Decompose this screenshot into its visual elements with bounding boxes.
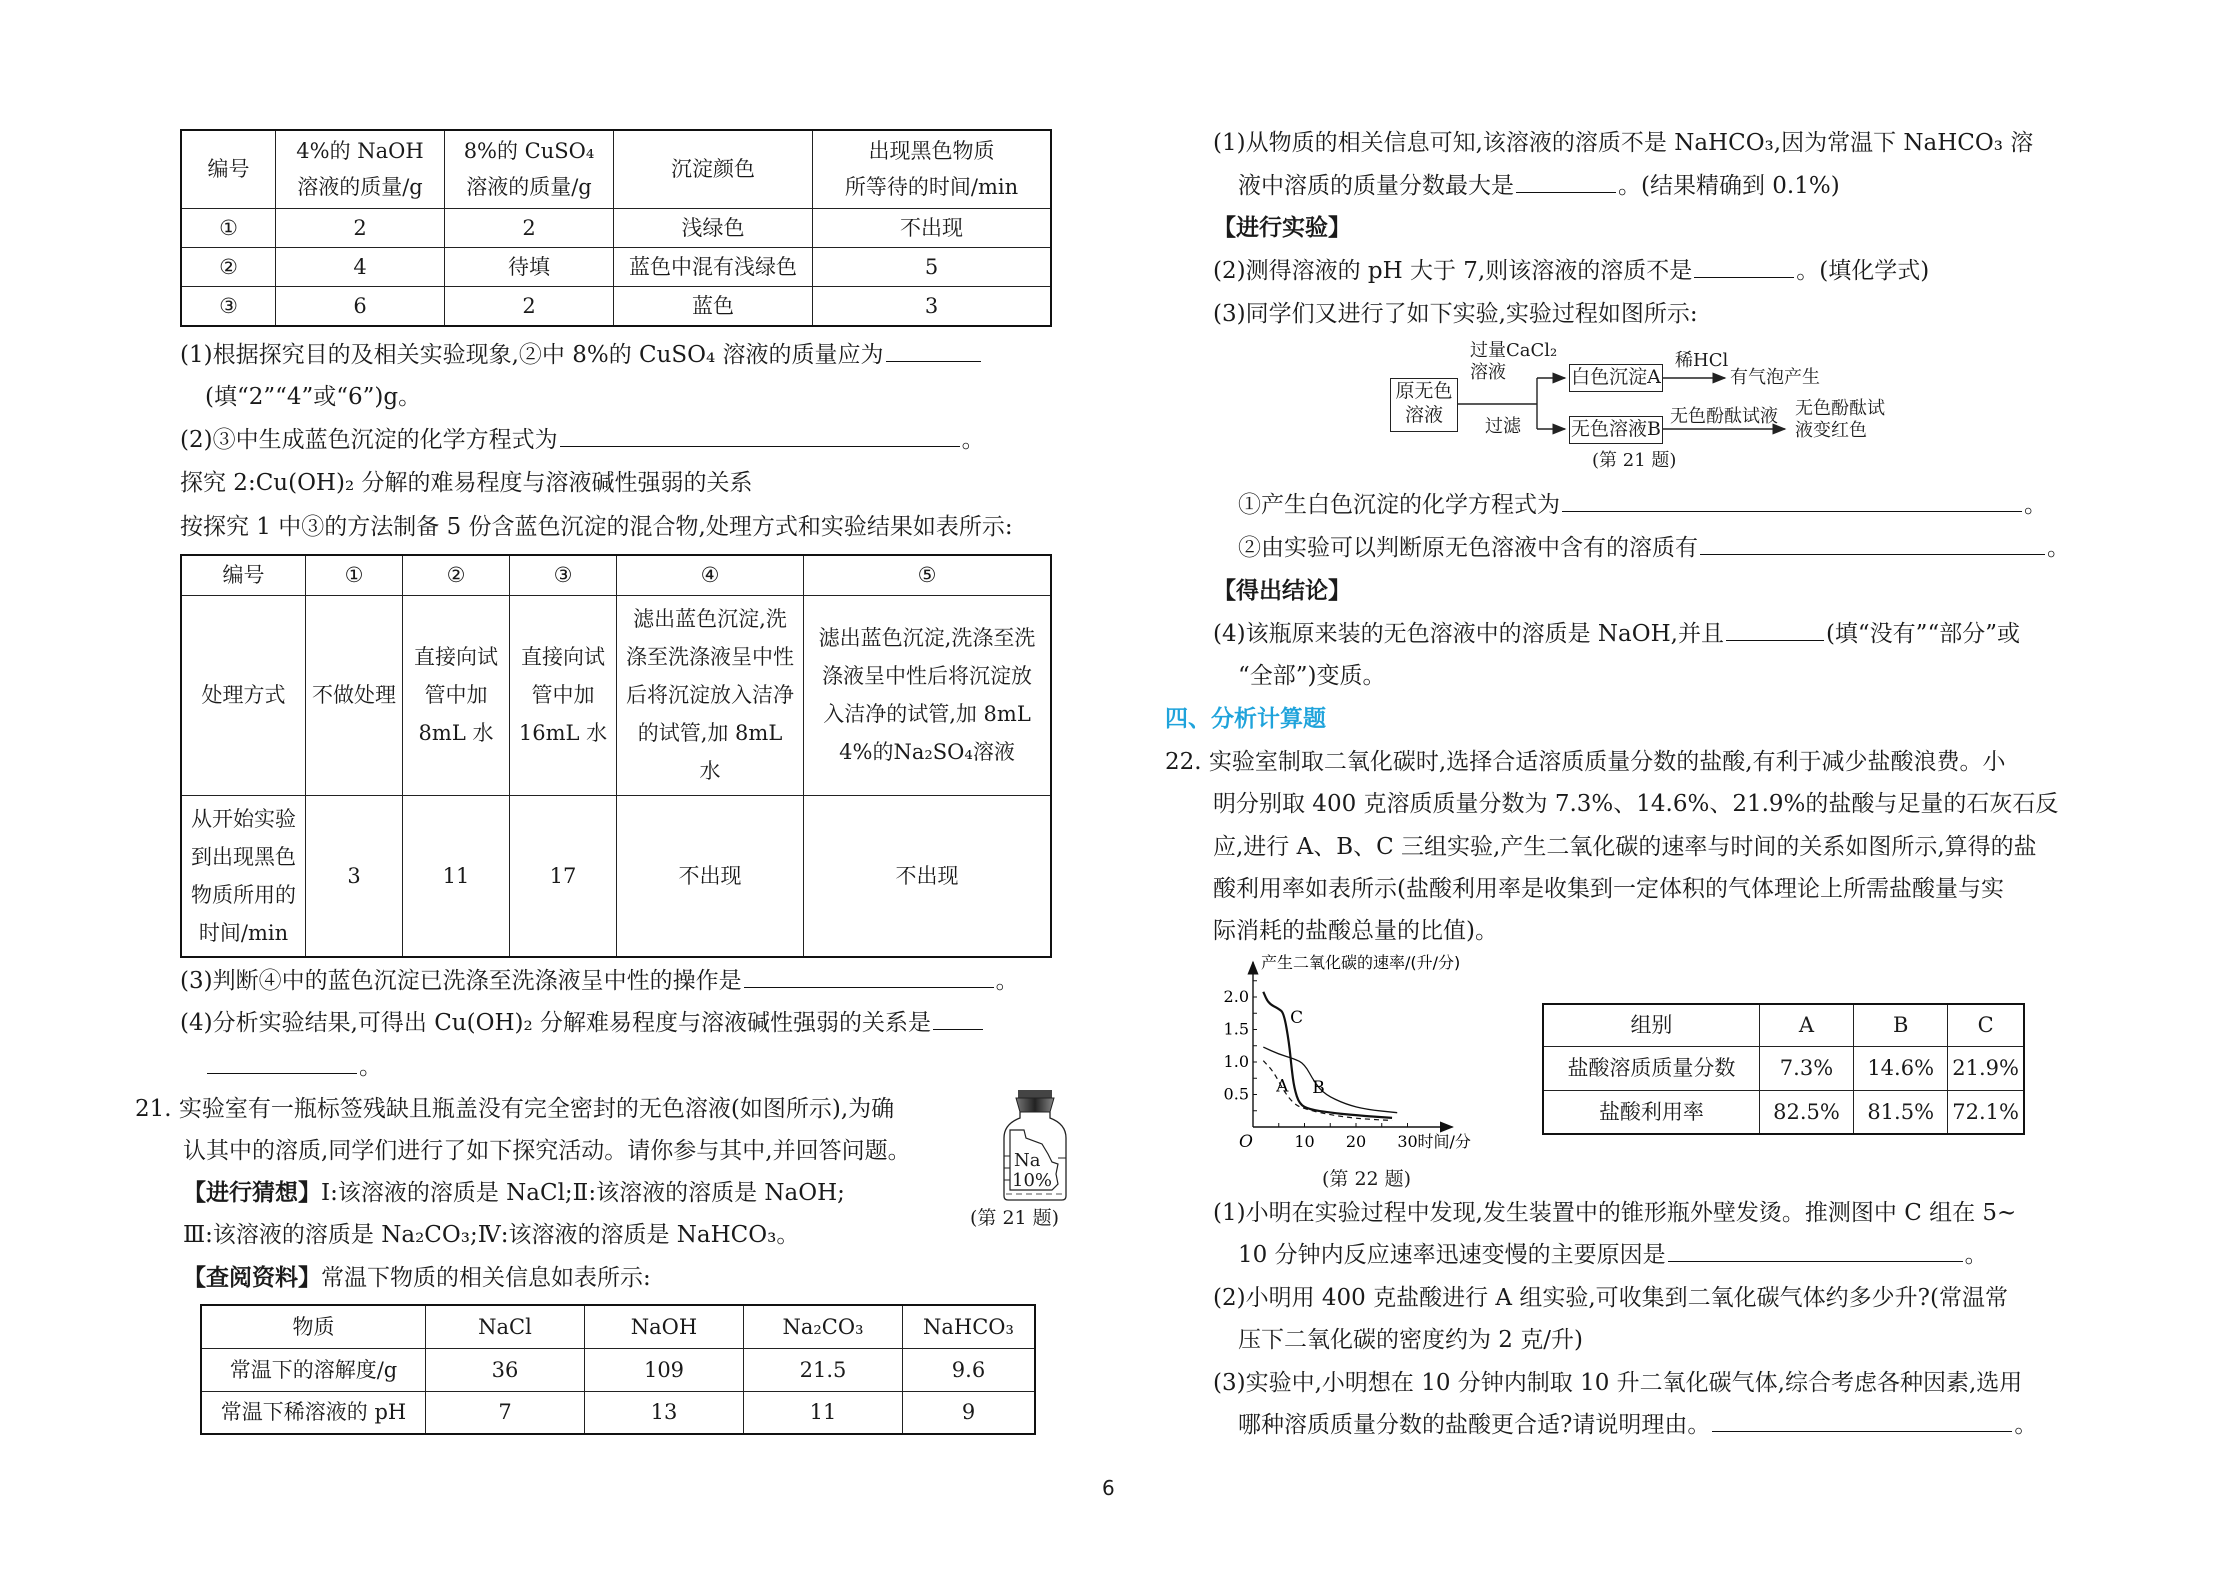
question-text: (1)根据探究目的及相关实验现象,②中 8%的 CuSO₄ 溶液的质量应为 xyxy=(180,342,884,368)
cell: 17 xyxy=(510,795,617,957)
q22-line-3: 应,进行 A、B、C 三组实验,产生二氧化碳的速率与时间的关系如图所示,算得的盐 xyxy=(1213,834,2037,860)
row-label: 常温下的溶解度/g xyxy=(201,1348,426,1391)
x-axis-label: 时间/分 xyxy=(1417,1132,1471,1151)
answer-blank[interactable] xyxy=(1516,191,1616,193)
cell: ① xyxy=(181,208,276,247)
flow-box-b: 无色溶液B xyxy=(1569,416,1663,444)
question-text: (2)测得溶液的 pH 大于 7,则该溶液的溶质不是 xyxy=(1213,258,1693,284)
co2-rate-chart xyxy=(1220,952,1550,1172)
answer-blank[interactable] xyxy=(1694,276,1794,278)
answer-blank[interactable] xyxy=(1712,1430,2012,1432)
question-text: (4)分析实验结果,可得出 Cu(OH)₂ 分解难易程度与溶液碱性强弱的关系是 xyxy=(180,1010,932,1036)
header-cell: ② xyxy=(403,555,510,595)
flow-text: 无色酚酞试 xyxy=(1795,398,1885,419)
flow-text: 过量CaCl₂ xyxy=(1470,340,1558,361)
q22-line-5: 际消耗的盐酸总量的比值)。 xyxy=(1213,918,1498,944)
cell: 3 xyxy=(813,286,1052,326)
cell: 21.5 xyxy=(744,1348,903,1391)
guess-tag: 【进行猜想】 xyxy=(183,1179,321,1206)
table-row xyxy=(181,208,1051,247)
cell: 7.3% xyxy=(1759,1046,1853,1090)
flow-text: 液变红色 xyxy=(1795,420,1867,441)
question-1-hint: (填“2”“4”或“6”)g。 xyxy=(205,384,422,410)
header-cell: 编号 xyxy=(181,130,276,208)
q21-reference xyxy=(183,1263,651,1293)
chart-caption: (第 22 题) xyxy=(1322,1168,1412,1190)
header-cell: NaCl xyxy=(426,1305,585,1348)
q22-line-1: 22. 实验室制取二氧化碳时,选择合适溶质质量分数的盐酸,有利于减少盐酸浪费。小 xyxy=(1165,749,2006,775)
header-cell: 沉淀颜色 xyxy=(614,130,813,208)
table-row xyxy=(181,247,1051,286)
header-cell: 4%的 NaOH 溶液的质量/g xyxy=(276,130,445,208)
flow-text: 溶液 xyxy=(1470,362,1506,383)
cell: 11 xyxy=(744,1391,903,1434)
answer-blank[interactable] xyxy=(933,1028,983,1030)
table-row xyxy=(181,286,1051,326)
table-row xyxy=(1543,1046,2024,1090)
answer-blank[interactable] xyxy=(744,986,994,988)
reference-tag: 【查阅资料】 xyxy=(183,1264,321,1291)
q22-line-4: 酸利用率如表所示(盐酸利用率是收集到一定体积的气体理论上所需盐酸量与实 xyxy=(1213,876,2004,902)
cell: 13 xyxy=(585,1391,744,1434)
header-cell: C xyxy=(1948,1004,2024,1046)
bottle-label-name: Na xyxy=(1014,1150,1041,1171)
answer-blank[interactable] xyxy=(1726,639,1824,641)
cell: 蓝色 xyxy=(614,286,813,326)
x-tick-label: 10 xyxy=(1294,1132,1315,1151)
answer-blank[interactable] xyxy=(207,1072,357,1074)
flow-text: 原无色 xyxy=(1395,380,1453,402)
question-text: 。(填化学式) xyxy=(1796,258,1930,284)
cell: 滤出蓝色沉淀,洗涤至洗涤液呈中性后将沉淀放入洁净的试管,加 8mL 4%的Na₂SO₄溶液 xyxy=(804,595,1052,795)
cell: 不出现 xyxy=(617,795,804,957)
table-header-row xyxy=(1543,1004,2024,1046)
cell: ② xyxy=(181,247,276,286)
row-label: 盐酸溶质质量分数 xyxy=(1543,1046,1759,1090)
table-header-row xyxy=(181,555,1051,595)
question-text: (填“没有”“部分”或 xyxy=(1825,621,2020,647)
cell: 直接向试管中加8mL 水 xyxy=(403,595,510,795)
header-cell: ④ xyxy=(617,555,804,595)
table-row xyxy=(201,1391,1035,1434)
guess-text: Ⅰ:该溶液的溶质是 NaCl;Ⅱ:该溶液的溶质是 NaOH; xyxy=(321,1180,845,1206)
sub-question-1-cont: 10 分钟内反应速率迅速变慢的主要原因是 。 xyxy=(1238,1242,1988,1268)
x-tick-label: 20 xyxy=(1345,1132,1367,1151)
table-header-row xyxy=(181,130,1051,208)
question-text: 液中溶质的质量分数最大是 xyxy=(1238,173,1514,199)
question-1 xyxy=(180,340,983,370)
flow-reagent-bottom: 过滤 xyxy=(1485,416,1521,437)
question-text: (2)③中生成蓝色沉淀的化学方程式为 xyxy=(180,427,558,453)
question-text: 10 分钟内反应速率迅速变慢的主要原因是 xyxy=(1238,1242,1666,1268)
cell: 72.1% xyxy=(1948,1090,2024,1134)
q21-guess-2: Ⅲ:该溶液的溶质是 Na₂CO₃;Ⅳ:该溶液的溶质是 NaHCO₃。 xyxy=(183,1222,800,1248)
q21-line-2: 认其中的溶质,同学们进行了如下探究活动。请你参与其中,并回答问题。 xyxy=(183,1138,911,1164)
cell: ③ xyxy=(181,286,276,326)
sub-question-3: (3)实验中,小明想在 10 分钟内制取 10 升二氧化碳气体,综合考虑各种因素,选用 xyxy=(1213,1370,2023,1396)
cell: 不出现 xyxy=(804,795,1052,957)
cell: 36 xyxy=(426,1348,585,1391)
bottle-label-percent: 10% xyxy=(1012,1170,1053,1191)
cell: 直接向试管中加16mL 水 xyxy=(510,595,617,795)
row-label: 盐酸利用率 xyxy=(1543,1090,1759,1134)
cell: 82.5% xyxy=(1759,1090,1853,1134)
cell: 81.5% xyxy=(1854,1090,1948,1134)
cell: 2 xyxy=(445,208,614,247)
r-question-3-2: ②由实验可以判断原无色溶液中含有的溶质有 。 xyxy=(1238,535,2070,561)
cell: 11 xyxy=(403,795,510,957)
series-label-b: B xyxy=(1312,1078,1325,1099)
table-substance-info xyxy=(200,1304,1036,1435)
table-experiment-1 xyxy=(180,129,1052,327)
q21-guess xyxy=(183,1178,845,1208)
page-number: 6 xyxy=(1102,1476,1115,1500)
explore-2-title: 探究 2:Cu(OH)₂ 分解的难易程度与溶液碱性强弱的关系 xyxy=(180,470,753,496)
flow-box-a: 白色沉淀A xyxy=(1569,364,1663,392)
flow-reagent-top xyxy=(1470,340,1557,384)
table-row xyxy=(201,1348,1035,1391)
flow-result-b xyxy=(1795,398,1885,442)
section-heading: 四、分析计算题 xyxy=(1165,706,1326,732)
header-cell: 组别 xyxy=(1543,1004,1759,1046)
header-cell: A xyxy=(1759,1004,1853,1046)
question-4 xyxy=(180,1008,985,1038)
table-row-time xyxy=(181,795,1051,957)
flow-result-a: 有气泡产生 xyxy=(1730,367,1820,388)
y-tick-label: 0.5 xyxy=(1223,1084,1249,1104)
row-label: 处理方式 xyxy=(181,595,306,795)
header-cell: NaHCO₃ xyxy=(903,1305,1036,1348)
cell: 不出现 xyxy=(813,208,1052,247)
q21-line-1: 21. 实验室有一瓶标签残缺且瓶盖没有完全密封的无色溶液(如图所示),为确 xyxy=(135,1096,895,1122)
row-label: 常温下稀溶液的 pH xyxy=(201,1391,426,1434)
question-text: (4)该瓶原来装的无色溶液中的溶质是 NaOH,并且 xyxy=(1213,621,1724,647)
sub-question-1: (1)小明在实验过程中发现,发生装置中的锥形瓶外壁发烫。推测图中 C 组在 5~ xyxy=(1213,1200,2017,1226)
header-cell: ③ xyxy=(510,555,617,595)
bottle-caption: (第 21 题) xyxy=(970,1207,1060,1229)
cell: 2 xyxy=(276,208,445,247)
header-cell: 物质 xyxy=(201,1305,426,1348)
flow-diagram xyxy=(1385,340,1985,480)
cell: 6 xyxy=(276,286,445,326)
y-tick-label: 1.0 xyxy=(1223,1052,1249,1071)
cell: 9.6 xyxy=(903,1348,1036,1391)
series-label-a: A xyxy=(1276,1076,1289,1097)
cell: 21.9% xyxy=(1948,1046,2024,1090)
header-cell: 编号 xyxy=(181,555,306,595)
table-experiment-2 xyxy=(180,554,1052,958)
question-text: 哪种溶质质量分数的盐酸更合适?请说明理由。 xyxy=(1238,1412,1711,1438)
r-question-3: (3)同学们又进行了如下实验,实验过程如图所示: xyxy=(1213,301,1698,327)
origin-label: O xyxy=(1239,1132,1253,1152)
cell: 109 xyxy=(585,1348,744,1391)
flow-arrow-b-label: 无色酚酞试液 xyxy=(1670,406,1778,427)
question-text: (3)判断④中的蓝色沉淀已洗涤至洗涤液呈中性的操作是 xyxy=(180,968,742,994)
r-question-1-cont xyxy=(1238,171,1840,201)
cell: 14.6% xyxy=(1854,1046,1948,1090)
question-2: (2)③中生成蓝色沉淀的化学方程式为 。 xyxy=(180,427,985,453)
header-cell: 8%的 CuSO₄ 溶液的质量/g xyxy=(445,130,614,208)
cell: 浅绿色 xyxy=(614,208,813,247)
cell: 4 xyxy=(276,247,445,286)
cell: 7 xyxy=(426,1391,585,1434)
explore-2-intro: 按探究 1 中③的方法制备 5 份含蓝色沉淀的混合物,处理方式和实验结果如表所示: xyxy=(180,514,1013,540)
sub-question-2-cont: 压下二氧化碳的密度约为 2 克/升) xyxy=(1238,1327,1583,1353)
cell: 不做处理 xyxy=(306,595,403,795)
header-cell: B xyxy=(1854,1004,1948,1046)
header-cell: 出现黑色物质 所等待的时间/min xyxy=(813,130,1052,208)
cell: 2 xyxy=(445,286,614,326)
question-text: 。(结果精确到 0.1%) xyxy=(1618,173,1840,199)
sub-question-2: (2)小明用 400 克盐酸进行 A 组实验,可收集到二氧化碳气体约多少升?(常温常 xyxy=(1213,1285,2008,1311)
question-text: ②由实验可以判断原无色溶液中含有的溶质有 xyxy=(1238,535,1698,561)
bottle-figure xyxy=(1000,1088,1070,1203)
answer-blank[interactable] xyxy=(1562,510,2022,512)
flow-text: 溶液 xyxy=(1404,404,1443,426)
cell: 待填 xyxy=(445,247,614,286)
cell: 滤出蓝色沉淀,洗涤至洗涤液呈中性后将沉淀放入洁净的试管,加 8mL 水 xyxy=(617,595,804,795)
flow-box-start xyxy=(1390,378,1458,432)
r-question-1: (1)从物质的相关信息可知,该溶液的溶质不是 NaHCO₃,因为常温下 NaHCO₃ 溶 xyxy=(1213,130,2034,156)
cell: 5 xyxy=(813,247,1052,286)
conclusion-tag: 【得出结论】 xyxy=(1213,577,1351,604)
r-question-4 xyxy=(1213,619,2020,649)
r-question-2 xyxy=(1213,256,1929,286)
sub-question-3-cont: 哪种溶质质量分数的盐酸更合适?请说明理由。 。 xyxy=(1238,1412,2038,1438)
answer-blank[interactable] xyxy=(1700,553,2045,555)
flow-arrow-a-label: 稀HCl xyxy=(1675,350,1729,371)
r-question-3-1: ①产生白色沉淀的化学方程式为 。 xyxy=(1238,492,2047,518)
r-question-4-cont: “全部”)变质。 xyxy=(1238,663,1386,689)
answer-blank[interactable] xyxy=(1668,1260,1963,1262)
question-3: (3)判断④中的蓝色沉淀已洗涤至洗涤液呈中性的操作是 。 xyxy=(180,968,1019,994)
y-tick-label: 1.5 xyxy=(1223,1019,1249,1039)
answer-blank[interactable] xyxy=(560,445,960,447)
table-header-row xyxy=(201,1305,1035,1348)
series-label-c: C xyxy=(1290,1008,1304,1028)
y-tick-label: 2.0 xyxy=(1223,987,1249,1006)
row-label: 从开始实验到出现黑色物质所用的时间/min xyxy=(181,795,306,957)
header-cell: ① xyxy=(306,555,403,595)
flow-caption: (第 21 题) xyxy=(1592,450,1677,471)
answer-blank[interactable] xyxy=(886,360,981,362)
table-row-method xyxy=(181,595,1051,795)
cell: 9 xyxy=(903,1391,1036,1434)
table-row xyxy=(1543,1090,2024,1134)
header-cell: ⑤ xyxy=(804,555,1052,595)
table-hcl-usage xyxy=(1542,1003,2025,1135)
y-axis-label: 产生二氧化碳的速率/(升/分) xyxy=(1261,953,1461,972)
header-cell: NaOH xyxy=(585,1305,744,1348)
cell: 蓝色中混有浅绿色 xyxy=(614,247,813,286)
question-text: ①产生白色沉淀的化学方程式为 xyxy=(1238,492,1560,518)
cell: 3 xyxy=(306,795,403,957)
reference-text: 常温下物质的相关信息如表所示: xyxy=(321,1265,651,1291)
x-tick-label: 30 xyxy=(1397,1132,1418,1151)
q22-line-2: 明分别取 400 克溶质质量分数为 7.3%、14.6%、21.9%的盐酸与足量的石灰石反 xyxy=(1213,791,2059,817)
question-4-cont: 。 xyxy=(205,1052,382,1082)
experiment-tag: 【进行实验】 xyxy=(1213,214,1351,241)
header-cell: Na₂CO₃ xyxy=(744,1305,903,1348)
